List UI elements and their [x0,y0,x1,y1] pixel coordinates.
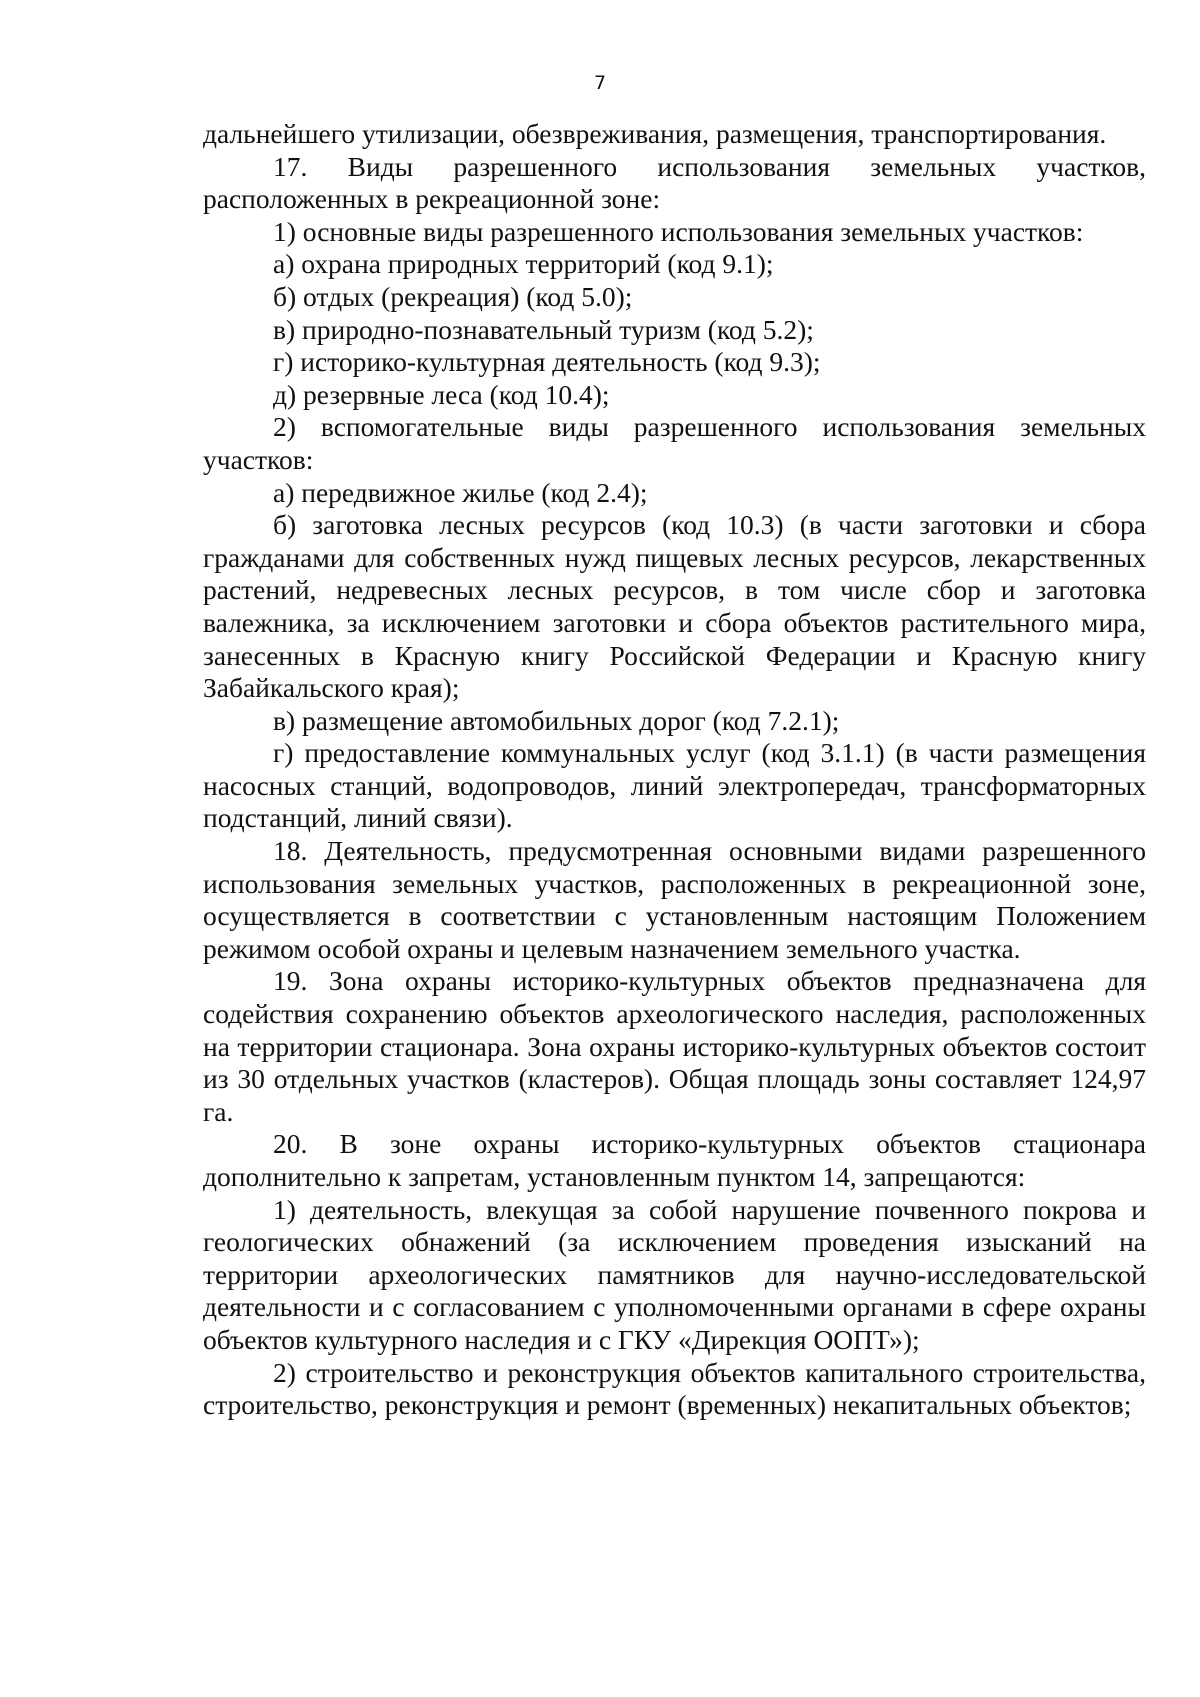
paragraph-item-18: 18. Деятельность, предусмотренная основными видами разрешенного использования земельных участков, расположенных в рекреационной зоне, осуществляется в соответствии с установленным настоящим Положением режимом особой охраны и целевым назначением земельного участка. [203,835,1146,964]
page-number: 7 [593,72,607,94]
paragraph: 2) вспомогательные виды разрешенного использования земельных участков: [203,411,1146,475]
paragraph: в) природно-познавательный туризм (код 5.2); [273,313,814,345]
paragraph: 2) строительство и реконструкция объектов капитального строительства, строительство, реконструкция и ремонт (временных) некапитальных объектов; [203,1356,1146,1421]
paragraph-item-19: 19. Зона охраны историко-культурных объектов предназначена для содействия сохранению объектов археологического наследия, расположенных на территории стационара. Зона охраны историко-культурных объектов состоит из 30 отдельных участков (кластеров). Общая площадь зоны составляет 124,97 га. [203,965,1146,1127]
paragraph: 1) деятельность, влекущая за собой нарушение почвенного покрова и геологических обнажений (за исключением проведения изысканий на территории археологических памятников для научно-исследовательской деятельности и с согласованием с уполномоченными органами в сфере охраны объектов культурного наследия и с ГКУ «Дирекция ООПТ»); [203,1193,1146,1355]
paragraph-item-20: 20. В зоне охраны историко-культурных объектов стационара дополнительно к запретам, установленным пунктом 14, запрещаются: [203,1128,1146,1192]
paragraph: г) историко-культурная деятельность (код 9.3); [273,346,821,378]
paragraph: в) размещение автомобильных дорог (код 7.2.1); [273,704,840,736]
paragraph: д) резервные леса (код 10.4); [273,378,610,410]
paragraph: б) отдых (рекреация) (код 5.0); [273,280,633,312]
paragraph: дальнейшего утилизации, обезвреживания, размещения, транспортирования. [203,118,1107,149]
paragraph: а) передвижное жилье (код 2.4); [273,476,648,508]
paragraph: г) предоставление коммунальных услуг (код 3.1.1) (в части размещения насосных станций, водопроводов, линий электропередач, трансформаторных подстанций, линий связи). [203,737,1146,834]
paragraph: а) охрана природных территорий (код 9.1); [273,248,774,280]
paragraph: 1) основные виды разрешенного использования земельных участков: [273,215,1084,247]
paragraph-item-17: 17. Виды разрешенного использования земельных участков, расположенных в рекреационной зоне: [203,150,1146,215]
document-body [203,118,1146,1422]
paragraph: б) заготовка лесных ресурсов (код 10.3) (в части заготовки и сбора гражданами для собственных нужд пищевых лесных ресурсов, лекарственных растений, недревесных лесных ресурсов, в том числе сбор и заготовка валежника, за исключением заготовки и сбора объектов растительного мира, занесенных в Красную книгу Российской Федерации и Красную книгу Забайкальского края); [203,509,1146,704]
